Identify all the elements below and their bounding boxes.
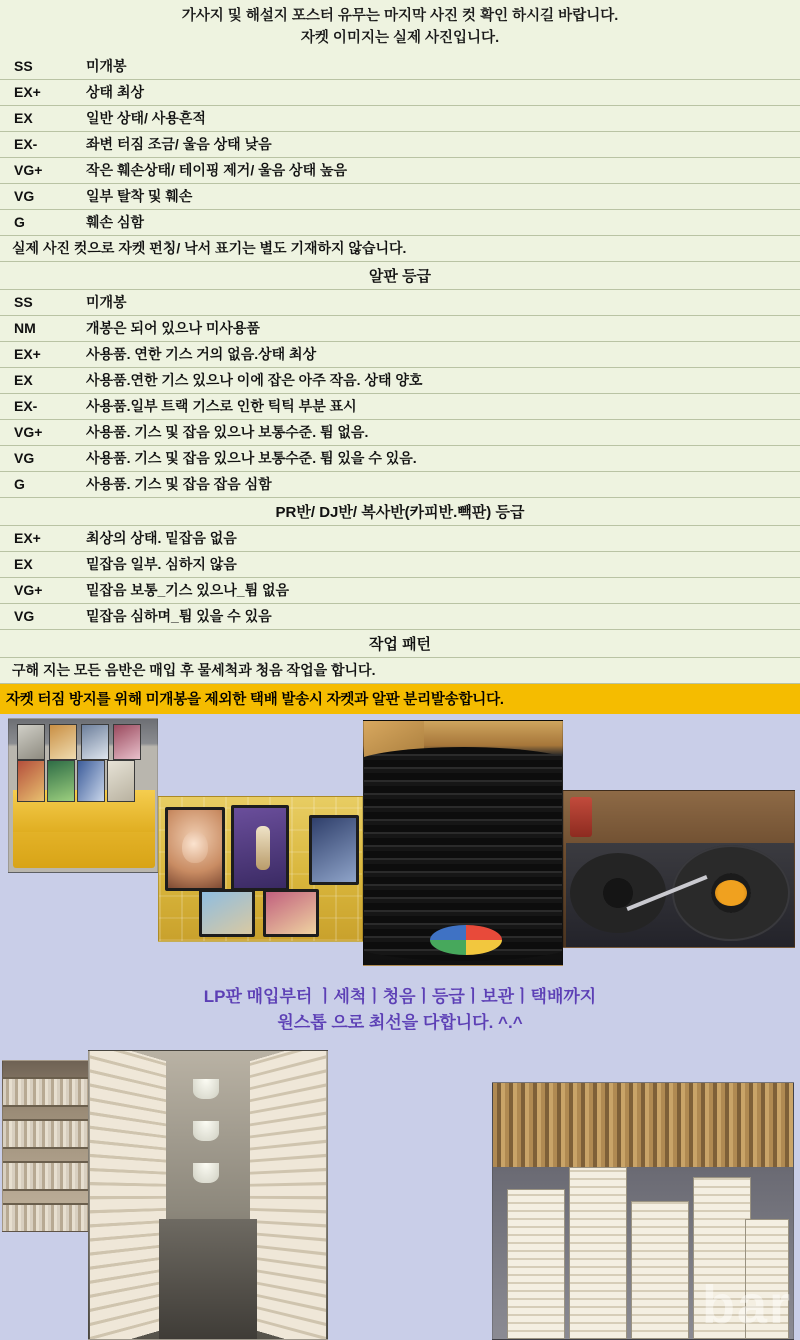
- framed-covers-photo: [158, 796, 363, 942]
- grade-desc: 밑잡음 보통_기스 있으나_튐 없음: [78, 578, 800, 604]
- grade-desc: 사용품.일부 트랙 기스로 인한 틱틱 부분 표시: [78, 394, 800, 420]
- grade-code: SS: [0, 54, 78, 80]
- watermark-text: bar: [701, 1275, 792, 1336]
- photo-collage-top: [0, 714, 800, 976]
- table-row: [0, 658, 800, 684]
- notice-line-1: 가사지 및 해설지 포스터 유무는 마지막 사진 컷 확인 하시길 바랍니다.: [181, 8, 619, 24]
- table-row: [0, 552, 800, 578]
- table-row: [0, 106, 800, 132]
- grade-code: EX+: [0, 80, 78, 106]
- grade-code: VG: [0, 184, 78, 210]
- section-header-row: [0, 262, 800, 290]
- grade-code: EX-: [0, 394, 78, 420]
- table-row: [0, 526, 800, 552]
- grade-code: VG+: [0, 578, 78, 604]
- vinyl-stack-photo: [363, 720, 563, 966]
- workflow-line: 구해 지는 모든 음반은 매입 후 물세척과 청음 작업을 합니다.: [0, 658, 800, 684]
- grade-code: G: [0, 210, 78, 236]
- storage-aisle-photo: [88, 1050, 328, 1340]
- table-row: [0, 578, 800, 604]
- grade-code: EX: [0, 368, 78, 394]
- grade-code: G: [0, 472, 78, 498]
- grade-desc: 사용품. 기스 및 잡음 있으나 보통수준. 튐 있을 수 있음.: [78, 446, 800, 472]
- grade-desc: 좌변 터짐 조금/ 울음 상태 낮음: [78, 132, 800, 158]
- grade-desc: 상태 최상: [78, 80, 800, 106]
- grade-desc: 일부 탈착 및 훼손: [78, 184, 800, 210]
- pr-grades-title: PR반/ DJ반/ 복사반(카피반.빽판) 등급: [0, 498, 800, 526]
- grade-code: EX-: [0, 132, 78, 158]
- grade-code: NM: [0, 316, 78, 342]
- table-row: [0, 54, 800, 80]
- grade-desc: 밑잡음 심하며_튐 있을 수 있음: [78, 604, 800, 630]
- table-row: [0, 368, 800, 394]
- grade-code: SS: [0, 290, 78, 316]
- grade-code: EX: [0, 552, 78, 578]
- grade-code: EX+: [0, 342, 78, 368]
- top-notice: [0, 0, 800, 54]
- table-row: [0, 446, 800, 472]
- table-row: [0, 420, 800, 446]
- grade-code: VG: [0, 446, 78, 472]
- grade-desc: 훼손 심함: [78, 210, 800, 236]
- table-row: [0, 604, 800, 630]
- grade-desc: 개봉은 되어 있으나 미사용품: [78, 316, 800, 342]
- turntable-photo: [563, 790, 795, 948]
- grade-desc: 작은 훼손상태/ 테이핑 제거/ 울음 상태 높음: [78, 158, 800, 184]
- table-row: [0, 236, 800, 262]
- photo-collage-bottom: [0, 1050, 800, 1340]
- workflow-title: 작업 패턴: [0, 630, 800, 658]
- jacket-grade-table: [0, 54, 800, 685]
- grade-desc: 일반 상태/ 사용흔적: [78, 106, 800, 132]
- lp-crates-photo: [8, 718, 158, 873]
- table-row: [0, 316, 800, 342]
- table-row: [0, 290, 800, 316]
- grade-desc: 사용품.연한 기스 있으나 이에 잡은 아주 작음. 상태 양호: [78, 368, 800, 394]
- table-row: [0, 394, 800, 420]
- table-row: [0, 210, 800, 236]
- grade-desc: 사용품. 연한 기스 거의 없음.상태 최상: [78, 342, 800, 368]
- disc-grades-title: 알판 등급: [0, 262, 800, 290]
- tagline-line-1: LP판 매입부터 ㅣ세척ㅣ청음ㅣ등급ㅣ보관ㅣ택배까지: [203, 987, 597, 1007]
- service-tagline: [0, 976, 800, 1050]
- grade-desc: 미개봉: [78, 54, 800, 80]
- table-row: [0, 342, 800, 368]
- grade-desc: 사용품. 기스 및 잡음 잡음 심함: [78, 472, 800, 498]
- grade-code: VG+: [0, 158, 78, 184]
- table-row: [0, 472, 800, 498]
- grade-desc: 미개봉: [78, 290, 800, 316]
- section-header-row: [0, 630, 800, 658]
- shipping-banner: 자켓 터짐 방지를 위해 미개봉을 제외한 택배 발송시 자켓과 알판 분리발송합니다.: [0, 684, 800, 714]
- table-row: [0, 158, 800, 184]
- grade-desc: 밑잡음 일부. 심하지 않음: [78, 552, 800, 578]
- tagline-line-2: 원스톱 으로 최선을 다합니다. ^.^: [277, 1012, 523, 1032]
- table-row: [0, 80, 800, 106]
- jacket-footnote: 실제 사진 컷으로 자켓 펀칭/ 낙서 표기는 별도 기재하지 않습니다.: [0, 236, 800, 262]
- grade-desc: 사용품. 기스 및 잡음 있으나 보통수준. 튐 없음.: [78, 420, 800, 446]
- grade-desc: 최상의 상태. 밑잡음 없음: [78, 526, 800, 552]
- grade-code: EX: [0, 106, 78, 132]
- table-row: [0, 132, 800, 158]
- grade-code: VG: [0, 604, 78, 630]
- section-header-row: [0, 498, 800, 526]
- notice-line-2: 자켓 이미지는 실제 사진입니다.: [300, 30, 500, 47]
- grade-code: EX+: [0, 526, 78, 552]
- grade-code: VG+: [0, 420, 78, 446]
- table-row: [0, 184, 800, 210]
